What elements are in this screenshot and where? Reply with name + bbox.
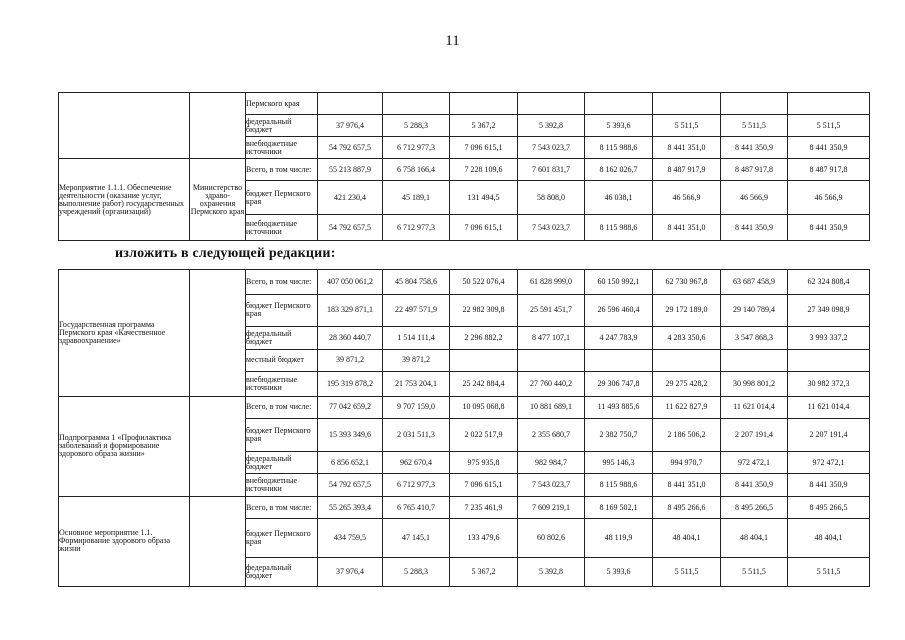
table-row <box>59 496 870 518</box>
amount-cell: 5 393,6 <box>585 558 653 587</box>
amount-cell <box>518 349 585 371</box>
amount-cell: 5 511,5 <box>653 115 721 137</box>
amount-cell: 6 712 977,3 <box>383 474 450 496</box>
amount-cell: 25 591 451,7 <box>518 294 585 327</box>
amount-cell: 2 382 750,7 <box>585 419 653 452</box>
amount-cell: 8 495 266,5 <box>788 496 870 518</box>
amount-cell: 8 115 988,6 <box>585 137 653 159</box>
amount-cell: 5 288,3 <box>383 115 450 137</box>
amount-cell <box>653 349 721 371</box>
amount-cell: 45 189,1 <box>383 181 450 215</box>
amount-cell: 6 712 977,3 <box>383 137 450 159</box>
funding-source-cell: бюджет Пермского края <box>246 419 318 452</box>
amount-cell: 62 324 808,4 <box>788 270 870 295</box>
amount-cell: 5 511,5 <box>721 115 788 137</box>
executor-cell <box>190 396 246 496</box>
row-name-cell: Основное мероприятие 1.1. Формирование здорового образа жизни <box>59 496 190 586</box>
amount-cell: 10 881 689,1 <box>518 396 585 418</box>
amount-cell: 54 792 657,5 <box>318 215 383 241</box>
amount-cell: 8 441 351,0 <box>653 215 721 241</box>
amount-cell: 972 472,1 <box>788 451 870 473</box>
amount-cell: 7 096 615,1 <box>450 474 518 496</box>
table-row <box>59 159 870 181</box>
amount-cell: 3 993 337,2 <box>788 327 870 349</box>
amount-cell: 5 392,8 <box>518 115 585 137</box>
executor-cell <box>190 93 246 159</box>
amount-cell: 58 808,0 <box>518 181 585 215</box>
amount-cell: 62 730 967,8 <box>653 270 721 295</box>
page-number: 11 <box>445 33 460 49</box>
amount-cell: 7 543 023,7 <box>518 474 585 496</box>
amount-cell: 8 441 350,9 <box>788 137 870 159</box>
amount-cell: 2 296 882,2 <box>450 327 518 349</box>
amount-cell: 7 609 219,1 <box>518 496 585 518</box>
amount-cell <box>450 349 518 371</box>
funding-source-cell: бюджет Пермского края <box>246 181 318 215</box>
amount-cell: 6 758 166,4 <box>383 159 450 181</box>
amount-cell: 48 404,1 <box>788 519 870 558</box>
amount-cell: 29 275 428,2 <box>653 372 721 397</box>
amount-cell: 7 543 023,7 <box>518 215 585 241</box>
amount-cell: 8 487 917,9 <box>653 159 721 181</box>
amount-cell <box>788 93 870 115</box>
amount-cell: 995 146,3 <box>585 451 653 473</box>
amount-cell: 37 976,4 <box>318 115 383 137</box>
amount-cell: 29 140 789,4 <box>721 294 788 327</box>
amount-cell: 8 487 917,8 <box>788 159 870 181</box>
amount-cell: 6 712 977,3 <box>383 215 450 241</box>
amount-cell: 183 329 871,1 <box>318 294 383 327</box>
amount-cell: 3 547 868,3 <box>721 327 788 349</box>
funding-source-cell: внебюджетные источники <box>246 215 318 241</box>
row-name-cell: Государственная программа Пермского края «Качественное здравоохранение» <box>59 270 190 397</box>
amount-cell: 7 543 023,7 <box>518 137 585 159</box>
executor-cell: Министерство здраво-охранения Пермского края <box>190 159 246 241</box>
amount-cell: 2 207 191,4 <box>721 419 788 452</box>
amount-cell: 15 393 349,6 <box>318 419 383 452</box>
amount-cell: 133 479,6 <box>450 519 518 558</box>
amount-cell: 26 596 460,4 <box>585 294 653 327</box>
funding-source-cell: внебюджетные источники <box>246 137 318 159</box>
amount-cell: 5 392,8 <box>518 558 585 587</box>
funding-source-cell: Всего, в том числе: <box>246 159 318 181</box>
amount-cell <box>721 93 788 115</box>
amount-cell: 5 393,6 <box>585 115 653 137</box>
amount-cell: 131 494,5 <box>450 181 518 215</box>
amount-cell: 195 319 878,2 <box>318 372 383 397</box>
amount-cell: 28 360 440,7 <box>318 327 383 349</box>
amount-cell: 2 355 680,7 <box>518 419 585 452</box>
amount-cell: 5 511,5 <box>788 558 870 587</box>
amount-cell: 8 477 107,1 <box>518 327 585 349</box>
table-row <box>59 396 870 418</box>
amount-cell: 10 095 068,8 <box>450 396 518 418</box>
budget-table-top <box>58 92 870 241</box>
amount-cell: 5 511,5 <box>721 558 788 587</box>
amount-cell: 8 441 350,9 <box>721 137 788 159</box>
amount-cell: 8 441 350,9 <box>721 215 788 241</box>
amount-cell: 30 998 801,2 <box>721 372 788 397</box>
amount-cell: 25 242 884,4 <box>450 372 518 397</box>
amount-cell: 60 150 992,1 <box>585 270 653 295</box>
amount-cell: 8 495 266,6 <box>653 496 721 518</box>
amount-cell: 37 976,4 <box>318 558 383 587</box>
amount-cell: 27 349 098,9 <box>788 294 870 327</box>
amount-cell: 46 038,1 <box>585 181 653 215</box>
row-name-cell: Подпрограмма 1 «Профилактика заболеваний и формирование здорового образа жизни» <box>59 396 190 496</box>
amount-cell: 6 856 652,1 <box>318 451 383 473</box>
amount-cell <box>653 93 721 115</box>
amount-cell: 30 982 372,3 <box>788 372 870 397</box>
amount-cell <box>318 93 383 115</box>
amount-cell: 8 441 351,0 <box>653 137 721 159</box>
amount-cell: 7 601 831,7 <box>518 159 585 181</box>
amount-cell: 29 172 189,0 <box>653 294 721 327</box>
funding-source-cell: бюджет Пермского края <box>246 519 318 558</box>
amount-cell: 11 622 827,9 <box>653 396 721 418</box>
amount-cell: 5 367,2 <box>450 558 518 587</box>
amount-cell <box>585 349 653 371</box>
amount-cell: 5 511,5 <box>653 558 721 587</box>
table-row <box>59 93 870 115</box>
amount-cell: 4 283 350,6 <box>653 327 721 349</box>
amount-cell: 27 760 440,2 <box>518 372 585 397</box>
amount-cell: 8 441 351,0 <box>653 474 721 496</box>
amount-cell: 1 514 111,4 <box>383 327 450 349</box>
amount-cell: 77 042 659,2 <box>318 396 383 418</box>
amount-cell: 50 522 076,4 <box>450 270 518 295</box>
row-name-cell <box>59 93 190 159</box>
amount-cell: 6 765 410,7 <box>383 496 450 518</box>
amount-cell: 54 792 657,5 <box>318 474 383 496</box>
amount-cell: 407 050 061,2 <box>318 270 383 295</box>
amount-cell: 2 031 511,3 <box>383 419 450 452</box>
amount-cell: 48 404,1 <box>721 519 788 558</box>
amount-cell: 5 288,3 <box>383 558 450 587</box>
amount-cell: 46 566,9 <box>721 181 788 215</box>
amount-cell: 11 621 014,4 <box>788 396 870 418</box>
amount-cell: 5 511,5 <box>788 115 870 137</box>
amount-cell: 2 186 506,2 <box>653 419 721 452</box>
funding-source-cell: Всего, в том числе: <box>246 396 318 418</box>
amount-cell: 11 493 885,6 <box>585 396 653 418</box>
amount-cell: 54 792 657,5 <box>318 137 383 159</box>
amount-cell: 46 566,9 <box>788 181 870 215</box>
amount-cell: 46 566,9 <box>653 181 721 215</box>
amount-cell: 11 621 014,4 <box>721 396 788 418</box>
amount-cell <box>788 349 870 371</box>
amount-cell: 7 096 615,1 <box>450 215 518 241</box>
amount-cell: 2 207 191,4 <box>788 419 870 452</box>
amount-cell: 63 687 458,9 <box>721 270 788 295</box>
amount-cell: 8 115 988,6 <box>585 215 653 241</box>
amount-cell: 8 115 988,6 <box>585 474 653 496</box>
amount-cell: 5 367,2 <box>450 115 518 137</box>
funding-source-cell: Всего, в том числе: <box>246 270 318 295</box>
executor-cell <box>190 496 246 586</box>
amount-cell: 4 247 783,9 <box>585 327 653 349</box>
amount-cell: 47 145,1 <box>383 519 450 558</box>
funding-source-cell: внебюджетные источники <box>246 474 318 496</box>
amount-cell: 8 162 026,7 <box>585 159 653 181</box>
amount-cell: 8 495 266,5 <box>721 496 788 518</box>
amount-cell <box>450 93 518 115</box>
amount-cell: 8 441 350,9 <box>721 474 788 496</box>
funding-source-cell: федеральный бюджет <box>246 327 318 349</box>
amount-cell: 8 441 350,9 <box>788 215 870 241</box>
funding-source-cell: Пермского края <box>246 93 318 115</box>
funding-source-cell: федеральный бюджет <box>246 558 318 587</box>
amount-cell <box>518 93 585 115</box>
amount-cell: 975 935,8 <box>450 451 518 473</box>
section-heading: изложить в следующей редакции: <box>115 246 336 261</box>
funding-source-cell: местный бюджет <box>246 349 318 371</box>
amount-cell: 39 871,2 <box>318 349 383 371</box>
amount-cell: 421 230,4 <box>318 181 383 215</box>
amount-cell: 7 228 109,6 <box>450 159 518 181</box>
amount-cell: 9 707 159,0 <box>383 396 450 418</box>
funding-source-cell: федеральный бюджет <box>246 115 318 137</box>
table-row <box>59 270 870 295</box>
budget-table-bottom <box>58 269 870 587</box>
amount-cell: 22 497 571,9 <box>383 294 450 327</box>
amount-cell: 48 119,9 <box>585 519 653 558</box>
amount-cell: 60 802,6 <box>518 519 585 558</box>
amount-cell: 39 871,2 <box>383 349 450 371</box>
amount-cell <box>383 93 450 115</box>
amount-cell: 8 169 502,1 <box>585 496 653 518</box>
funding-source-cell: внебюджетные источники <box>246 372 318 397</box>
amount-cell: 61 828 999,0 <box>518 270 585 295</box>
funding-source-cell: Всего, в том числе: <box>246 496 318 518</box>
amount-cell: 7 235 461,9 <box>450 496 518 518</box>
amount-cell: 55 213 887,9 <box>318 159 383 181</box>
amount-cell: 21 753 204,1 <box>383 372 450 397</box>
amount-cell: 972 472,1 <box>721 451 788 473</box>
amount-cell: 982 984,7 <box>518 451 585 473</box>
amount-cell <box>585 93 653 115</box>
amount-cell: 29 306 747,8 <box>585 372 653 397</box>
amount-cell: 2 022 517,9 <box>450 419 518 452</box>
amount-cell <box>721 349 788 371</box>
amount-cell: 962 670,4 <box>383 451 450 473</box>
funding-source-cell: бюджет Пермского края <box>246 294 318 327</box>
amount-cell: 434 759,5 <box>318 519 383 558</box>
funding-source-cell: федеральный бюджет <box>246 451 318 473</box>
amount-cell: 994 970,7 <box>653 451 721 473</box>
amount-cell: 8 487 917,8 <box>721 159 788 181</box>
amount-cell: 8 441 350,9 <box>788 474 870 496</box>
executor-cell <box>190 270 246 397</box>
amount-cell: 7 096 615,1 <box>450 137 518 159</box>
amount-cell: 48 404,1 <box>653 519 721 558</box>
row-name-cell: Мероприятие 1.1.1. Обеспечение деятельности (оказание услуг, выполнение работ) государственных учреждений (организаций) <box>59 159 190 241</box>
amount-cell: 22 982 309,8 <box>450 294 518 327</box>
amount-cell: 45 804 758,6 <box>383 270 450 295</box>
amount-cell: 55 265 393,4 <box>318 496 383 518</box>
